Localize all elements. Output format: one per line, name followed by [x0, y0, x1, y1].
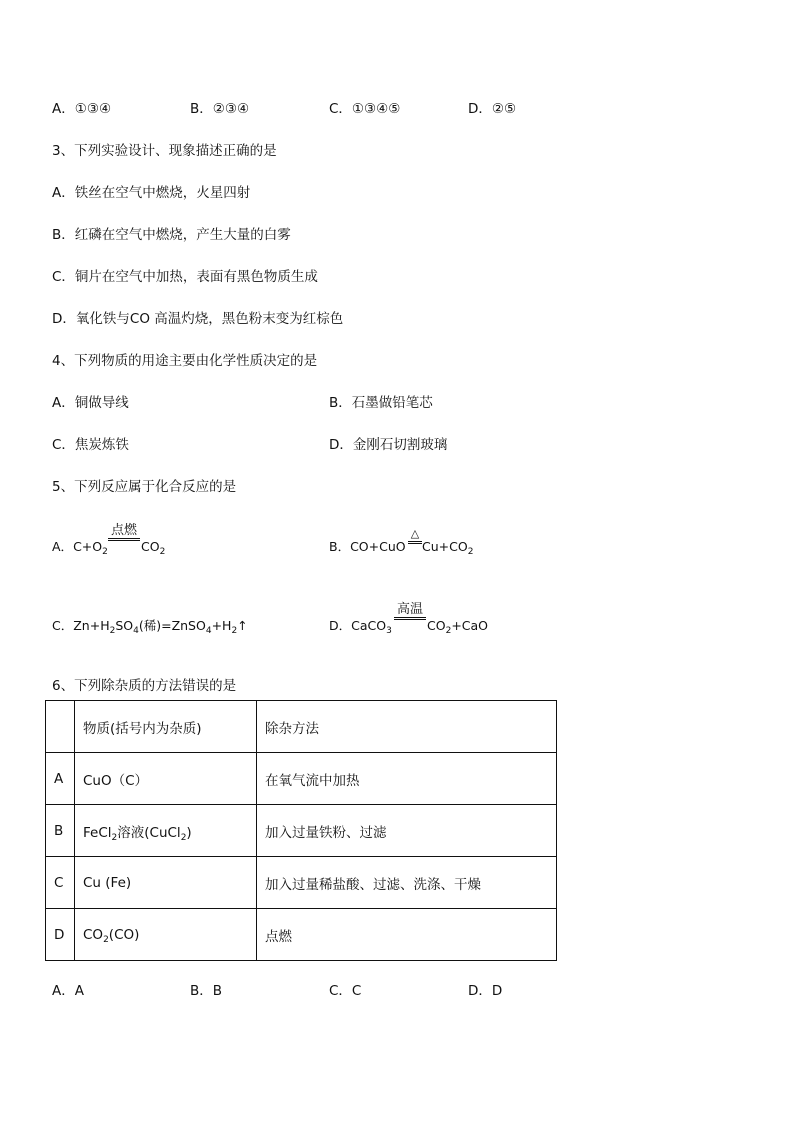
formula-part: +H [211, 618, 232, 633]
formula-part: CO [83, 926, 104, 943]
purification-table [45, 700, 557, 961]
table-row [46, 909, 557, 961]
option-label: A． [52, 539, 74, 554]
equals-bar [394, 617, 426, 620]
q5-b-condition [408, 527, 422, 544]
table-row [46, 857, 557, 909]
q5-a-product [141, 538, 165, 558]
substance-cell: Cu (Fe) [75, 857, 257, 909]
subscript: 2 [445, 626, 452, 636]
table-row [46, 805, 557, 857]
subscript: 2 [103, 934, 109, 945]
q6-option-c[interactable]: C．C [329, 983, 362, 999]
product: Cu+CO [422, 539, 468, 554]
subscript: 2 [467, 547, 474, 557]
q5-option-a[interactable] [52, 538, 108, 558]
q3-option-b[interactable]: B．红磷在空气中燃烧，产生大量的白雾 [52, 227, 291, 243]
row-label: A [46, 753, 75, 805]
q5-stem: 5、下列反应属于化合反应的是 [52, 479, 237, 495]
q2-option-b[interactable]: B．②③④ [190, 101, 250, 117]
formula-part: (稀)=ZnSO [138, 618, 206, 633]
table-header-row [46, 701, 557, 753]
row-label: D [46, 909, 75, 961]
row-label: B [46, 805, 75, 857]
subscript: 2 [102, 547, 108, 557]
subscript: 2 [111, 832, 118, 843]
q2-option-c[interactable]: C．①③④⑤ [329, 101, 401, 117]
q6-stem: 6、下列除杂质的方法错误的是 [52, 678, 237, 694]
condition-text: △ [410, 527, 420, 540]
reactant: CaCO [351, 618, 387, 633]
q5-option-b[interactable] [329, 538, 406, 556]
method-cell: 加入过量稀盐酸、过滤、洗涤、干燥 [257, 857, 557, 909]
condition-text: 点燃 [110, 523, 137, 538]
subscript: 2 [231, 626, 238, 636]
formula-part: Zn+H [73, 618, 110, 633]
subscript: 3 [386, 626, 392, 636]
q4-option-c[interactable]: C．焦炭炼铁 [52, 437, 129, 453]
formula-part: ) [186, 824, 192, 841]
reactant: CO+CuO [350, 539, 406, 554]
subscript: 4 [205, 626, 212, 636]
equals-bar [408, 541, 422, 544]
method-cell: 在氧气流中加热 [257, 753, 557, 805]
q2-option-a[interactable]: A．①③④ [52, 101, 112, 117]
formula-part: SO [115, 618, 134, 633]
q6-option-d[interactable]: D．D [468, 983, 503, 999]
q3-option-a[interactable]: A．铁丝在空气中燃烧，火星四射 [52, 185, 251, 201]
product: +CaO [451, 618, 489, 633]
subscript: 4 [133, 626, 139, 636]
q5-a-condition [108, 524, 140, 541]
q5-b-product [422, 538, 473, 558]
option-label: D． [329, 618, 352, 633]
product: CO [427, 618, 446, 633]
subscript: 2 [109, 626, 116, 636]
product: CO [141, 539, 160, 554]
substance-cell: CuO（C） [75, 753, 257, 805]
substance-cell [75, 805, 257, 857]
header-cell: 除杂方法 [257, 701, 557, 753]
q2-option-d[interactable]: D．②⑤ [468, 101, 517, 117]
header-cell: 物质(括号内为杂质) [75, 701, 257, 753]
q6-option-a[interactable]: A．A [52, 983, 84, 999]
gas-arrow: ↑ [237, 618, 248, 633]
table-row [46, 753, 557, 805]
subscript: 2 [180, 832, 187, 843]
option-label: B． [329, 539, 351, 554]
q6-option-b[interactable]: B．B [190, 983, 223, 999]
equals-bar [108, 538, 140, 541]
formula-part: (CO) [108, 926, 140, 943]
q4-option-a[interactable]: A．铜做导线 [52, 395, 129, 411]
q3-stem: 3、下列实验设计、现象描述正确的是 [52, 143, 277, 159]
q4-option-b[interactable]: B．石墨做铅笔芯 [329, 395, 433, 411]
method-cell: 加入过量铁粉、过滤 [257, 805, 557, 857]
formula-part: FeCl [83, 824, 112, 841]
q5-option-d[interactable] [329, 617, 392, 637]
q4-option-d[interactable]: D．金刚石切割玻璃 [329, 437, 448, 453]
formula-part: 溶液(CuCl [117, 824, 181, 841]
reactant: C+O [73, 539, 103, 554]
method-cell: 点燃 [257, 909, 557, 961]
subscript: 2 [159, 547, 166, 557]
row-label: C [46, 857, 75, 909]
q3-option-c[interactable]: C．铜片在空气中加热，表面有黑色物质生成 [52, 269, 318, 285]
option-label: C． [52, 618, 74, 633]
q3-option-d[interactable]: D．氧化铁与CO 高温灼烧，黑色粉末变为红棕色 [52, 311, 344, 327]
q5-d-product [427, 617, 488, 637]
q5-option-c[interactable] [52, 617, 248, 637]
header-cell [46, 701, 75, 753]
q4-stem: 4、下列物质的用途主要由化学性质决定的是 [52, 353, 318, 369]
q5-d-condition [394, 603, 426, 620]
substance-cell [75, 909, 257, 961]
condition-text: 高温 [396, 602, 423, 617]
